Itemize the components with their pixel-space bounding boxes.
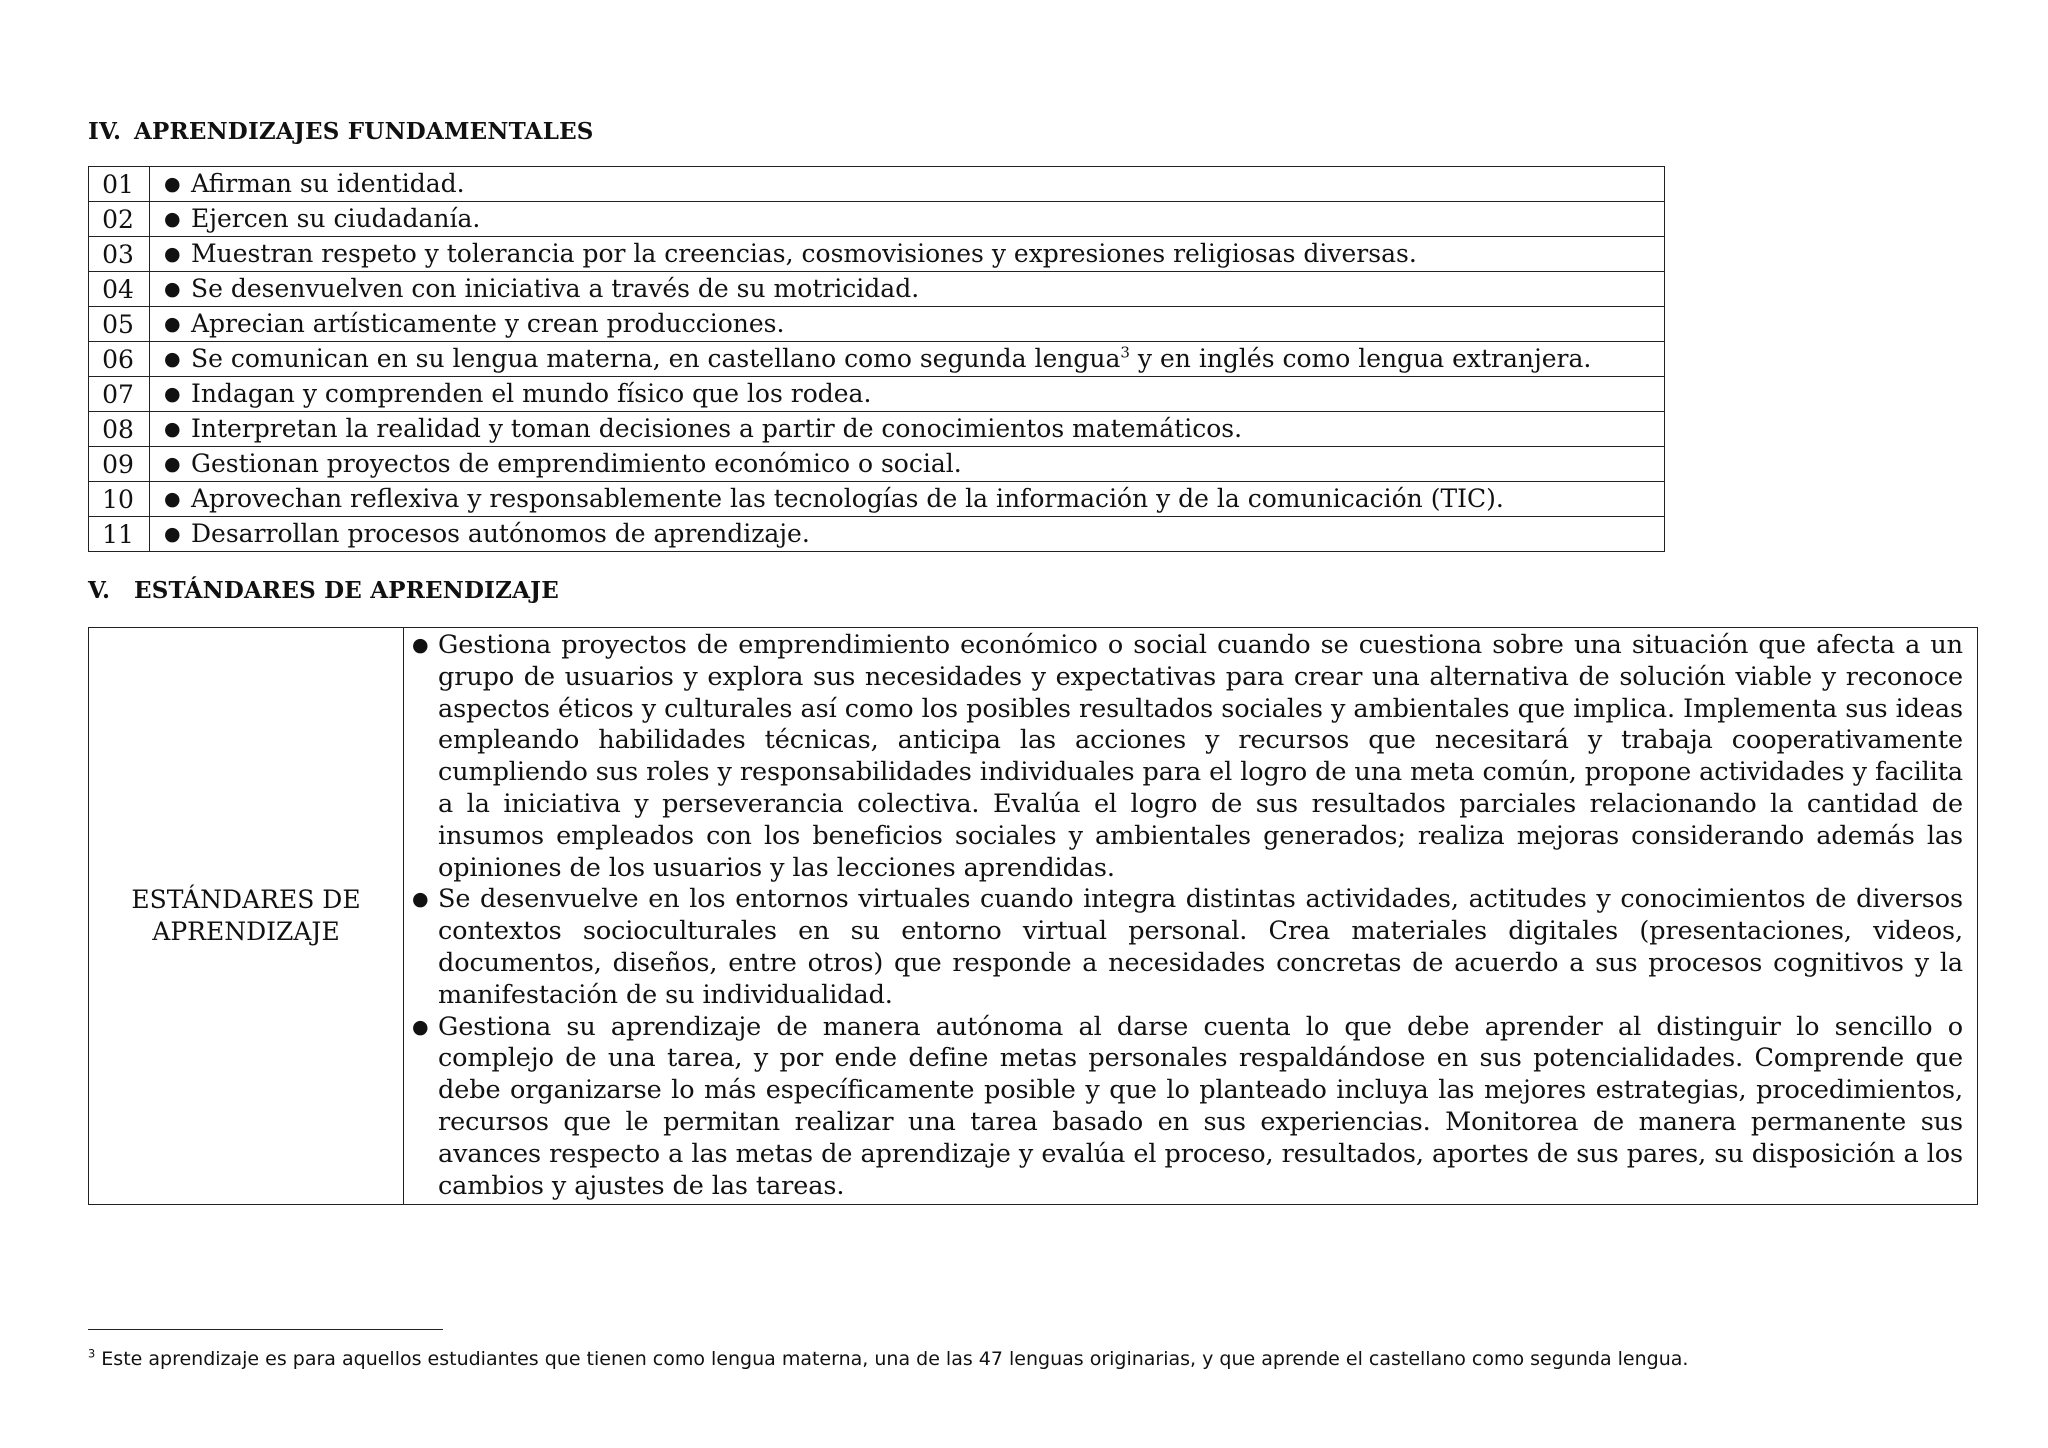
bullet-icon: ● bbox=[412, 634, 429, 656]
learning-cell bbox=[150, 237, 1665, 272]
bullet-icon: ● bbox=[164, 173, 181, 195]
learning-number: 11 bbox=[89, 517, 150, 552]
learning-text: Afirman su identidad. bbox=[191, 169, 465, 198]
learning-row bbox=[89, 237, 1665, 272]
standard-text: Gestiona proyectos de emprendimiento económico o social cuando se cuestiona sobre una situación que afecta a un grupo de usuarios y explora sus necesidades y expectativas para crear una alternativa de solución viable y reconoce aspectos éticos y culturales así como los posibles resultados sociales y ambientales que implica. Implementa sus ideas empleando habilidades técnicas, anticipa las acciones y recursos que necesitará y trabaja cooperativamente cumpliendo sus roles y responsabilidades individuales para el logro de una meta común, propone actividades y facilita a la iniciativa y perseverancia colectiva. Evalúa el logro de sus resultados parciales relacionando la cantidad de insumos empleados con los beneficios sociales y ambientales generados; realiza mejoras considerando además las opiniones de los usuarios y las lecciones aprendidas. bbox=[438, 630, 1963, 883]
section-title: ESTÁNDARES DE APRENDIZAJE bbox=[134, 577, 559, 604]
bullet-icon: ● bbox=[164, 453, 181, 475]
learning-cell bbox=[150, 272, 1665, 307]
learning-text: Se desenvuelven con iniciativa a través de su motricidad. bbox=[191, 274, 920, 303]
section-title: APRENDIZAJES FUNDAMENTALES bbox=[134, 118, 594, 145]
learning-text: Aprecian artísticamente y crean producciones. bbox=[191, 309, 785, 338]
learning-row bbox=[89, 377, 1665, 412]
learning-table bbox=[88, 166, 1665, 552]
learning-text: Desarrollan procesos autónomos de aprendizaje. bbox=[191, 519, 810, 548]
learning-number: 01 bbox=[89, 167, 150, 202]
learning-text: Aprovechan reflexiva y responsablemente las tecnologías de la información y de la comunicación (TIC). bbox=[191, 484, 1504, 513]
bullet-icon: ● bbox=[164, 383, 181, 405]
standards-row bbox=[89, 628, 1978, 1205]
learning-number: 03 bbox=[89, 237, 150, 272]
bullet-icon: ● bbox=[412, 888, 429, 911]
bullet-icon: ● bbox=[164, 313, 181, 335]
learning-row bbox=[89, 202, 1665, 237]
standards-label-line2: APRENDIZAJE bbox=[152, 917, 340, 947]
learning-text: Gestionan proyectos de emprendimiento económico o social. bbox=[191, 449, 962, 478]
learning-number: 09 bbox=[89, 447, 150, 482]
section-number: V. bbox=[88, 577, 111, 604]
section-heading-estandares bbox=[88, 577, 559, 604]
learning-text: Se comunican en su lengua materna, en castellano como segunda lengua bbox=[191, 344, 1121, 373]
learning-number: 07 bbox=[89, 377, 150, 412]
bullet-icon: ● bbox=[164, 523, 181, 545]
learning-number: 10 bbox=[89, 482, 150, 517]
standard-item bbox=[412, 1012, 1963, 1203]
learning-cell bbox=[150, 517, 1665, 552]
learning-cell bbox=[150, 377, 1665, 412]
learning-cell bbox=[150, 482, 1665, 517]
learning-cell bbox=[150, 342, 1665, 377]
learning-cell bbox=[150, 307, 1665, 342]
bullet-icon: ● bbox=[164, 243, 181, 265]
footnote-reference: 3 bbox=[1120, 343, 1130, 362]
standards-content-cell bbox=[404, 628, 1978, 1205]
learning-row bbox=[89, 307, 1665, 342]
standard-item bbox=[412, 884, 1963, 1011]
bullet-icon: ● bbox=[164, 348, 181, 370]
learning-text-continued: y en inglés como lengua extranjera. bbox=[1129, 344, 1592, 373]
footnote-separator bbox=[88, 1329, 443, 1330]
standards-table bbox=[88, 627, 1978, 1205]
standard-item bbox=[412, 630, 1963, 884]
learning-row bbox=[89, 447, 1665, 482]
learning-number: 02 bbox=[89, 202, 150, 237]
learning-row bbox=[89, 482, 1665, 517]
learning-number: 06 bbox=[89, 342, 150, 377]
standards-list bbox=[412, 630, 1963, 1202]
standard-text: Se desenvuelve en los entornos virtuales cuando integra distintas actividades, actitudes y conocimientos de diversos contextos socioculturales en su entorno virtual personal. Crea materiales digitales (presentaciones, videos, documentos, diseños, entre otros) que responde a necesidades concretas de acuerdo a sus procesos cognitivos y la manifestación de su individualidad. bbox=[438, 884, 1963, 1010]
learning-row bbox=[89, 517, 1665, 552]
standard-text: Gestiona su aprendizaje de manera autónoma al darse cuenta lo que debe aprender al distinguir lo sencillo o complejo de una tarea, y por ende define metas personales respaldándose en sus potencialidades. Comprende que debe organizarse lo más específicamente posible y que lo planteado incluya las mejores estrategias, procedimientos, recursos que le permitan realizar una tarea basado en sus experiencias. Monitorea de manera permanente sus avances respecto a las metas de aprendizaje y evalúa el proceso, resultados, aportes de sus pares, su disposición a los cambios y ajustes de las tareas. bbox=[438, 1011, 1963, 1201]
bullet-icon: ● bbox=[164, 278, 181, 300]
learning-row bbox=[89, 272, 1665, 307]
standards-label-line1: ESTÁNDARES DE bbox=[131, 885, 361, 915]
learning-text: Ejercen su ciudadanía. bbox=[191, 204, 481, 233]
learning-number: 05 bbox=[89, 307, 150, 342]
bullet-icon: ● bbox=[164, 488, 181, 510]
learning-cell bbox=[150, 447, 1665, 482]
footnote-marker: 3 bbox=[88, 1346, 96, 1361]
bullet-icon: ● bbox=[164, 208, 181, 230]
learning-text: Muestran respeto y tolerancia por la creencias, cosmovisiones y expresiones religiosas diversas. bbox=[191, 239, 1417, 268]
learning-cell bbox=[150, 202, 1665, 237]
bullet-icon: ● bbox=[164, 418, 181, 440]
standards-label-cell bbox=[89, 628, 404, 1205]
section-number: IV. bbox=[88, 118, 122, 145]
learning-text: Indagan y comprenden el mundo físico que los rodea. bbox=[191, 379, 872, 408]
learning-number: 04 bbox=[89, 272, 150, 307]
footnote-text: Este aprendizaje es para aquellos estudiantes que tienen como lengua materna, una de las 47 lenguas originarias, y que aprende el castellano como segunda lengua. bbox=[95, 1348, 1689, 1370]
learning-number: 08 bbox=[89, 412, 150, 447]
learning-row bbox=[89, 342, 1665, 377]
footnote bbox=[88, 1346, 1968, 1372]
learning-cell bbox=[150, 167, 1665, 202]
section-heading-aprendizajes bbox=[88, 118, 594, 145]
learning-text: Interpretan la realidad y toman decisiones a partir de conocimientos matemáticos. bbox=[191, 414, 1243, 443]
learning-row bbox=[89, 167, 1665, 202]
learning-cell bbox=[150, 412, 1665, 447]
learning-row bbox=[89, 412, 1665, 447]
bullet-icon: ● bbox=[412, 1015, 429, 1038]
